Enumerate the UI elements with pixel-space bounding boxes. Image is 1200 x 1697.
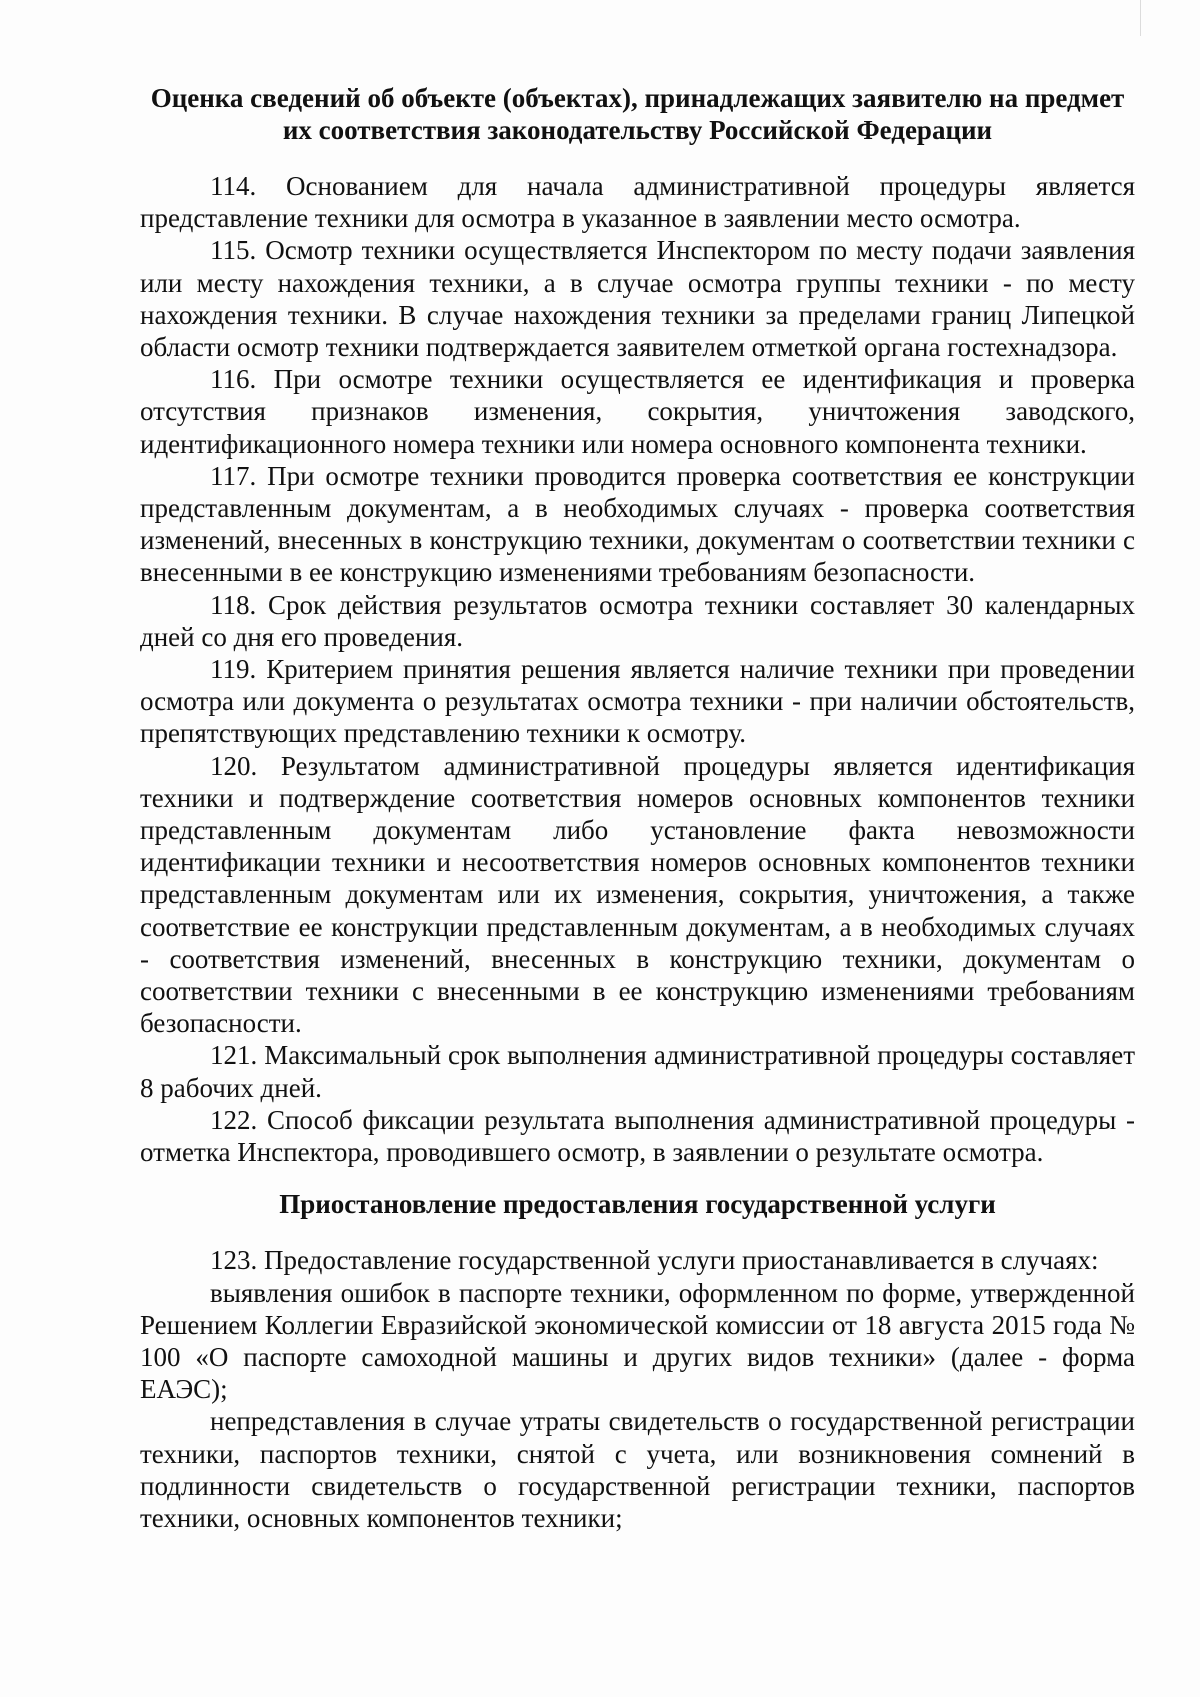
paragraph-118 xyxy=(140,589,1135,653)
paragraph-text: Максимальный срок выполнения административной процедуры составляет 8 рабочих дней. xyxy=(140,1040,1135,1103)
paragraph-116 xyxy=(140,363,1135,460)
paragraph-123-item-1: выявления ошибок в паспорте техники, оформленном по форме, утвержденной Решением Коллегии Евразийской экономической комиссии от 18 августа 2015 года № 100 «О паспорте самоходной машины и других видов техники» (далее - форма ЕАЭС); xyxy=(140,1277,1135,1405)
paragraph-121 xyxy=(140,1039,1135,1103)
paragraph-number: 117. xyxy=(210,460,257,491)
paragraph-114 xyxy=(140,170,1135,234)
paragraph-text: Осмотр техники осуществляется Инспектором по месту подачи заявления или месту нахождения техники, а в случае осмотра группы техники - по месту нахождения техники. В случае нахождения техники за пределами границ Липецкой области осмотр техники подтверждается заявителем отметкой органа гостехнадзора. xyxy=(140,235,1135,363)
paragraph-number: 120. xyxy=(210,750,258,781)
paragraph-text: Способ фиксации результата выполнения административной процедуры - отметка Инспектора, проводившего осмотр, в заявлении о результате осмотра. xyxy=(140,1104,1135,1168)
section-title-suspension: Приостановление предоставления государственной услуги xyxy=(279,1189,996,1220)
paragraph-115 xyxy=(140,234,1135,363)
section-title-assessment: Оценка сведений об объекте (объектах), принадлежащих заявителю на предмет их соответствия законодательству Российской Федерации xyxy=(150,83,1125,145)
paragraph-number: 115. xyxy=(210,235,257,266)
paragraph-122 xyxy=(140,1104,1135,1168)
paragraph-117 xyxy=(140,460,1135,589)
paragraph-number: 119. xyxy=(210,654,257,685)
paragraph-text: Критерием принятия решения является наличие техники при проведении осмотра или документа о результатах осмотра техники - при наличии обстоятельств, препятствующих представлению техники к осмотру. xyxy=(140,654,1135,749)
paragraph-number: 118. xyxy=(210,589,257,620)
paragraph-123-item-2: непредставления в случае утраты свидетельств о государственной регистрации техники, паспортов техники, снятой с учета, или возникновения сомнений в подлинности свидетельств о государственной регистрации техники, паспортов техники, основных компонентов техники; xyxy=(140,1406,1135,1533)
paragraph-text: Срок действия результатов осмотра техники составляет 30 календарных дней со дня его проведения. xyxy=(140,589,1135,652)
paragraph-123 xyxy=(140,1244,1135,1276)
paragraph-119 xyxy=(140,653,1135,750)
paragraph-120 xyxy=(140,750,1135,1040)
paragraph-number: 116. xyxy=(210,364,257,395)
paragraph-number: 122. xyxy=(210,1104,258,1135)
paragraph-number: 114. xyxy=(210,171,257,201)
paragraph-text: Предоставление государственной услуги приостанавливается в случаях: xyxy=(264,1245,1099,1276)
document-body xyxy=(140,82,1135,1534)
paragraph-text: Основанием для начала административной процедуры является представление техники для осмотра в указанное в заявлении место осмотра. xyxy=(140,171,1135,234)
paragraph-text: Результатом административной процедуры является идентификация техники и подтверждение соответствия номеров основных компонентов техники представленным документам либо установление факта невозможности идентификации техники и несоответствия номеров основных компонентов техники представленным документам или их изменения, сокрытия, уничтожения, а также соответствие ее конструкции представленным документам, а в необходимых случаях - соответствия изменений, внесенных в конструкцию техники, документам о соответствии техники с внесенными в ее конструкцию изменениями требованиям безопасности. xyxy=(140,750,1136,1039)
paragraph-number: 121. xyxy=(210,1040,258,1071)
paragraph-text: При осмотре техники проводится проверка соответствия ее конструкции представленным документам, а в необходимых случаях - проверка соответствия изменений, внесенных в конструкцию техники, документам о соответствии техники с внесенными в ее конструкцию изменениями требованиям безопасности. xyxy=(140,460,1135,588)
paragraph-number: 123. xyxy=(210,1245,258,1276)
paragraph-text: При осмотре техники осуществляется ее идентификация и проверка отсутствия признаков изменения, сокрытия, уничтожения заводского, идентификационного номера техники или номера основного компонента техники. xyxy=(140,364,1135,459)
scan-edge-mark xyxy=(1140,0,1141,36)
